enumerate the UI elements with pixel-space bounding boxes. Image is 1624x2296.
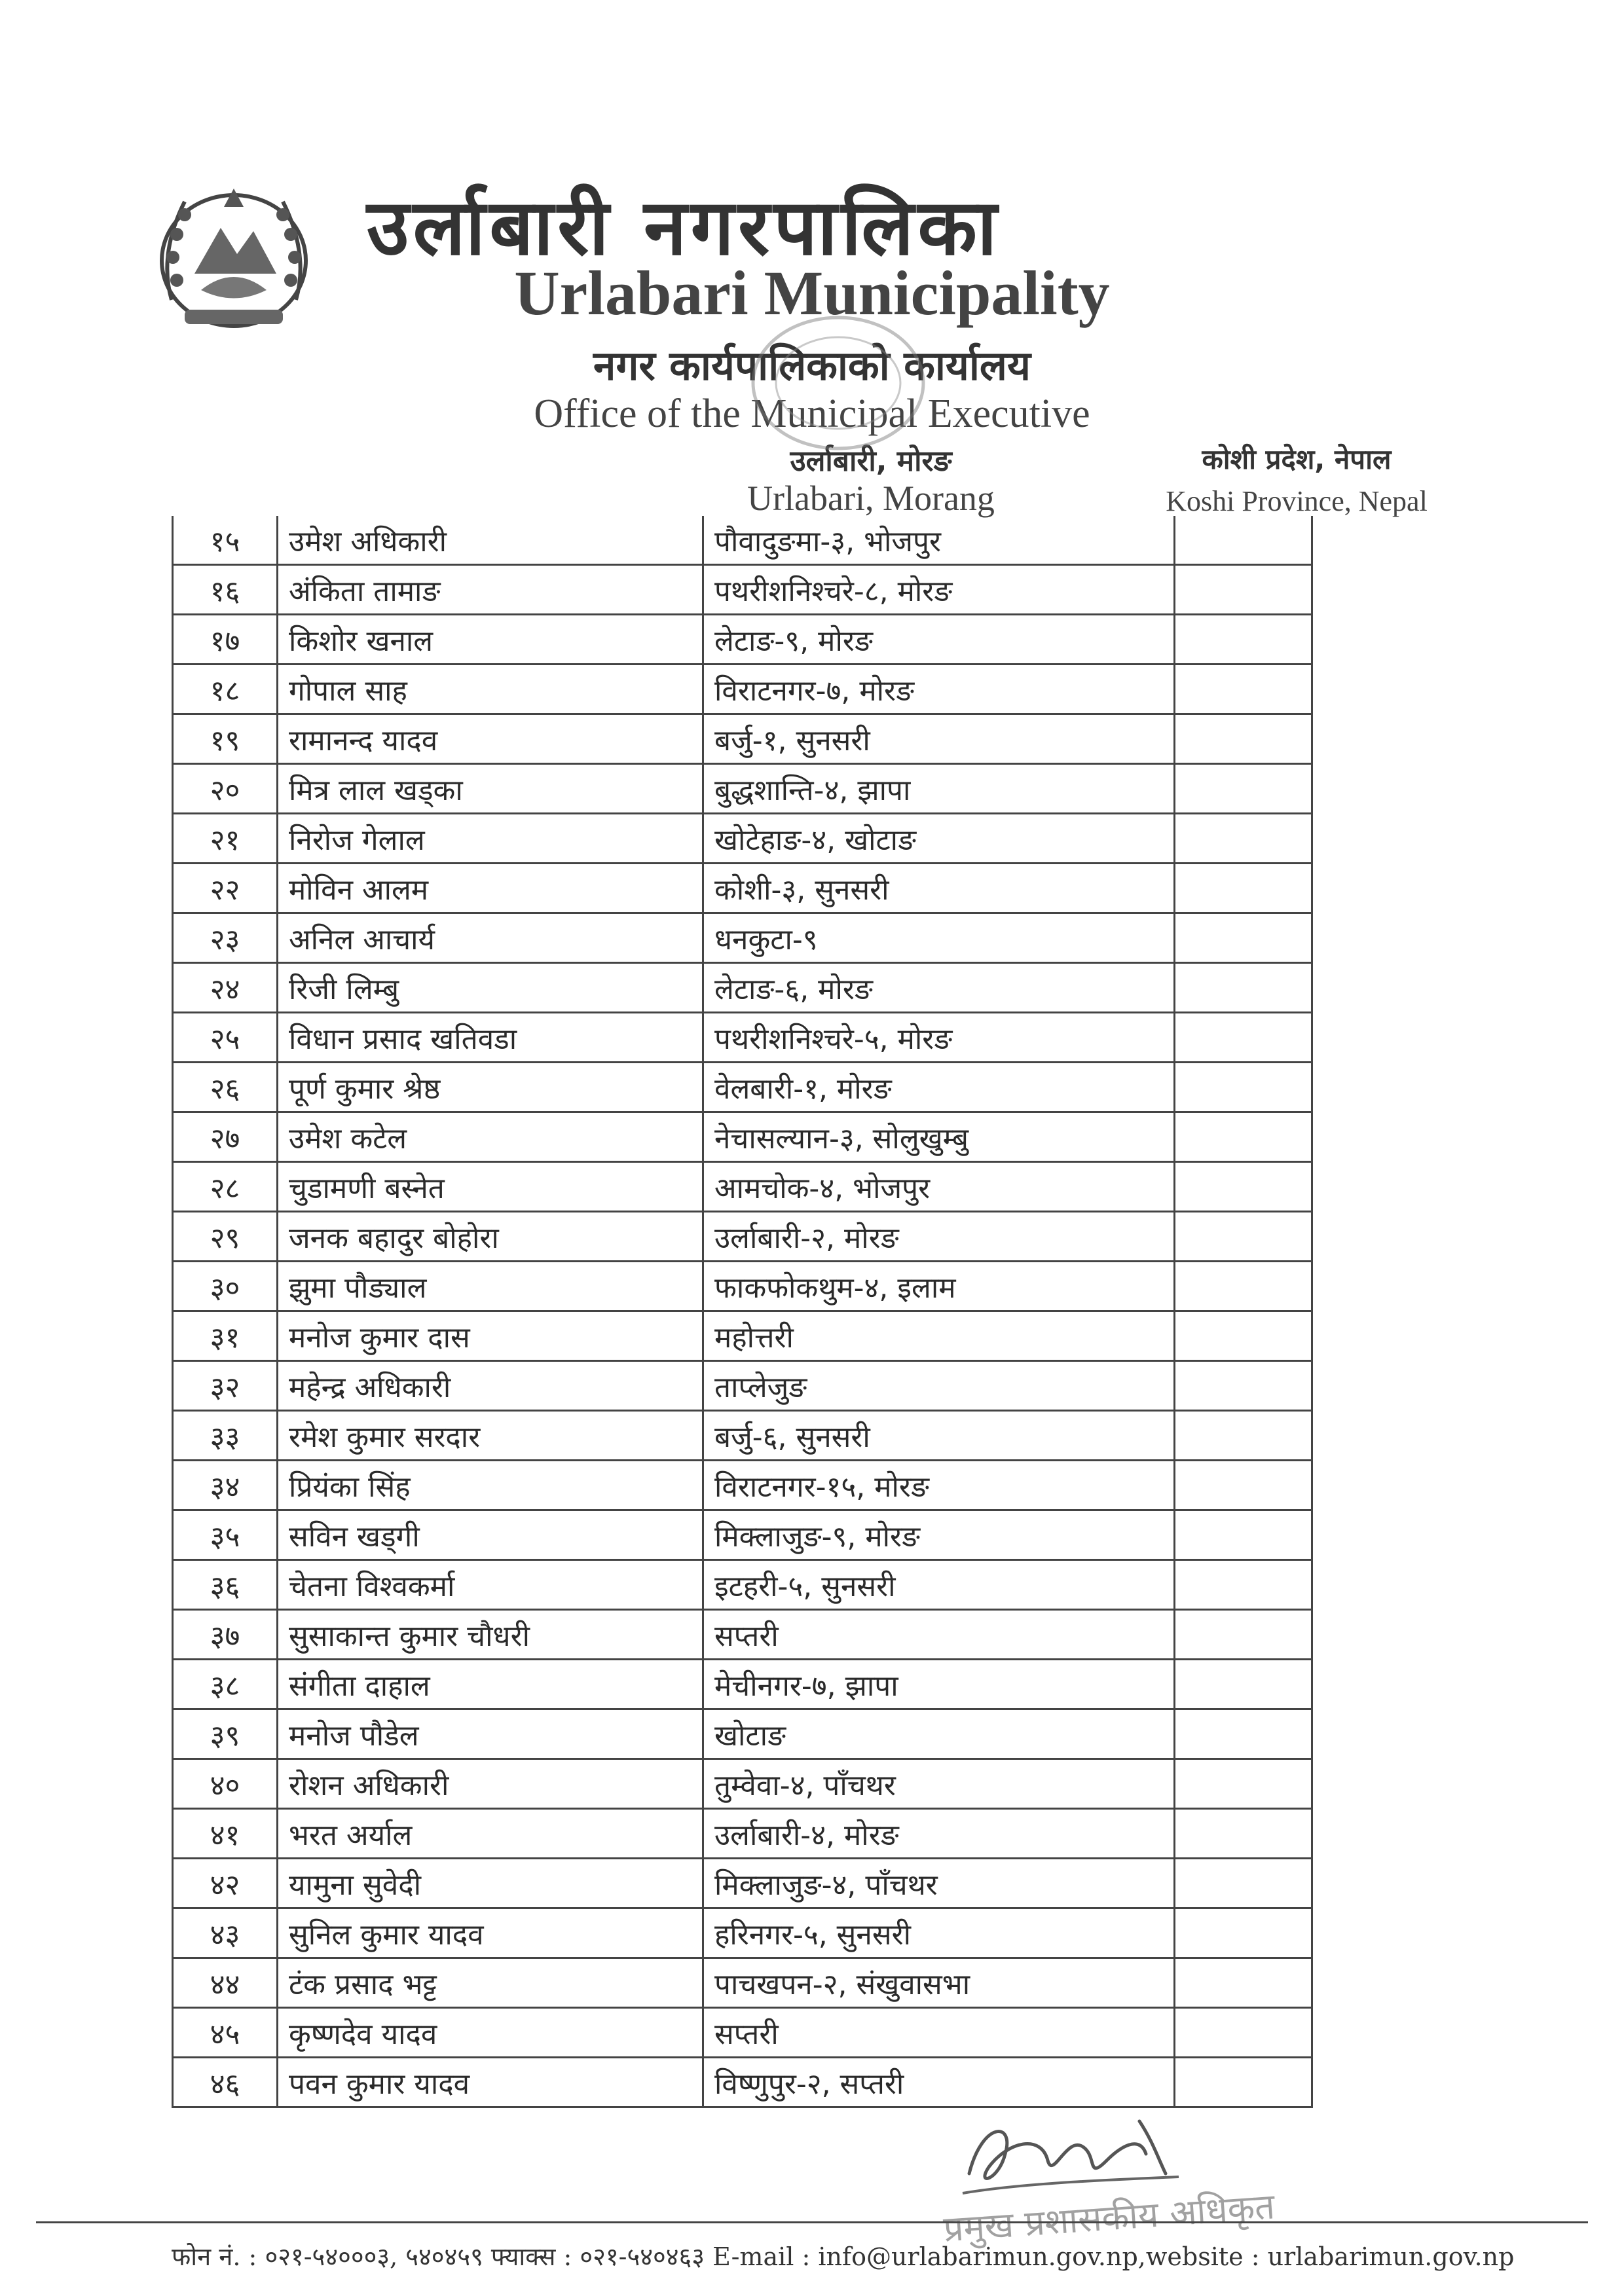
serial-number-cell: ४५ <box>173 2008 278 2058</box>
serial-number-cell: २० <box>173 764 278 814</box>
remark-cell <box>1175 1660 1312 1709</box>
remark-cell <box>1175 1013 1312 1063</box>
serial-number-cell: २७ <box>173 1112 278 1162</box>
name-cell: किशोर खनाल <box>278 615 703 665</box>
serial-number-cell: २८ <box>173 1162 278 1212</box>
province-nepali: कोशी प्रदेश, नेपाल <box>1202 443 1392 475</box>
table-row <box>173 516 1312 565</box>
address-cell: खोटाङ <box>703 1709 1175 1759</box>
address-cell: लेटाङ-९, मोरङ <box>703 615 1175 665</box>
remark-cell <box>1175 1510 1312 1560</box>
remark-cell <box>1175 1212 1312 1262</box>
serial-number-cell: ४४ <box>173 1958 278 2008</box>
address-cell: बुद्धशान्ति-४, झापा <box>703 764 1175 814</box>
address-cell: ताप्लेजुङ <box>703 1361 1175 1411</box>
name-cell: रामानन्द यादव <box>278 714 703 764</box>
address-english: Urlabari, Morang <box>747 479 995 518</box>
name-cell: निरोज गेलाल <box>278 814 703 864</box>
remark-cell <box>1175 1411 1312 1461</box>
name-cell: मित्र लाल खड्का <box>278 764 703 814</box>
office-name-nepali: नगर कार्यपालिकाको कार्यालय <box>593 342 1031 390</box>
table-row <box>173 1958 1312 2008</box>
name-cell: अंकिता तामाङ <box>278 565 703 615</box>
footer-divider <box>36 2221 1588 2223</box>
table-row <box>173 665 1312 714</box>
table-row <box>173 565 1312 615</box>
remark-cell <box>1175 963 1312 1013</box>
address-cell: बर्जु-६, सुनसरी <box>703 1411 1175 1461</box>
remark-cell <box>1175 1262 1312 1311</box>
table-row <box>173 1461 1312 1510</box>
address-cell: विराटनगर-१५, मोरङ <box>703 1461 1175 1510</box>
name-cell: विधान प्रसाद खतिवडा <box>278 1013 703 1063</box>
name-cell: पूर्ण कुमार श्रेष्ठ <box>278 1063 703 1112</box>
name-cell: मनोज पौडेल <box>278 1709 703 1759</box>
remark-cell <box>1175 814 1312 864</box>
table-row <box>173 1859 1312 1908</box>
footer-contact: फोन नं. : ०२१-५४०००३, ५४०४५९ फ्याक्स : ०२१-५४०४६३ E-mail : info@urlabarimun.gov.np,website : urlabarimun.gov.np <box>172 2242 1515 2271</box>
name-cell: सुनिल कुमार यादव <box>278 1908 703 1958</box>
table-row <box>173 2008 1312 2058</box>
name-cell: भरत अर्याल <box>278 1809 703 1859</box>
remark-cell <box>1175 1361 1312 1411</box>
remark-cell <box>1175 1461 1312 1510</box>
name-cell: रोशन अधिकारी <box>278 1759 703 1809</box>
name-cell: उमेश कटेल <box>278 1112 703 1162</box>
name-cell: प्रियंका सिंह <box>278 1461 703 1510</box>
address-cell: महोत्तरी <box>703 1311 1175 1361</box>
name-cell: मनोज कुमार दास <box>278 1311 703 1361</box>
table-row <box>173 1411 1312 1461</box>
table-row <box>173 1212 1312 1262</box>
serial-number-cell: ३६ <box>173 1560 278 1610</box>
serial-number-cell: २२ <box>173 864 278 913</box>
name-cell: चेतना विश्वकर्मा <box>278 1560 703 1610</box>
name-cell: उमेश अधिकारी <box>278 516 703 565</box>
remark-cell <box>1175 764 1312 814</box>
address-cell: मिक्लाजुङ-९, मोरङ <box>703 1510 1175 1560</box>
serial-number-cell: ४२ <box>173 1859 278 1908</box>
names-table-body <box>173 516 1312 2107</box>
remark-cell <box>1175 516 1312 565</box>
name-cell: मोविन आलम <box>278 864 703 913</box>
address-cell: बर्जु-१, सुनसरी <box>703 714 1175 764</box>
serial-number-cell: १८ <box>173 665 278 714</box>
name-cell: यामुना सुवेदी <box>278 1859 703 1908</box>
address-cell: पथरीशनिश्चरे-५, मोरङ <box>703 1013 1175 1063</box>
serial-number-cell: ४० <box>173 1759 278 1809</box>
serial-number-cell: १७ <box>173 615 278 665</box>
remark-cell <box>1175 1809 1312 1859</box>
province-english: Koshi Province, Nepal <box>1166 485 1428 517</box>
table-row <box>173 1112 1312 1162</box>
remark-cell <box>1175 565 1312 615</box>
name-cell: झुमा पौड्याल <box>278 1262 703 1311</box>
serial-number-cell: ३४ <box>173 1461 278 1510</box>
remark-cell <box>1175 2008 1312 2058</box>
serial-number-cell: ३५ <box>173 1510 278 1560</box>
serial-number-cell: २५ <box>173 1013 278 1063</box>
serial-number-cell: १९ <box>173 714 278 764</box>
address-cell: उर्लाबारी-२, मोरङ <box>703 1212 1175 1262</box>
table-row <box>173 1162 1312 1212</box>
address-cell: नेचासल्यान-३, सोलुखुम्बु <box>703 1112 1175 1162</box>
remark-cell <box>1175 1112 1312 1162</box>
serial-number-cell: ३२ <box>173 1361 278 1411</box>
address-cell: लेटाङ-६, मोरङ <box>703 963 1175 1013</box>
remark-cell <box>1175 1759 1312 1809</box>
address-cell: कोशी-३, सुनसरी <box>703 864 1175 913</box>
name-cell: चुडामणी बस्नेत <box>278 1162 703 1212</box>
address-cell: पाचखपन-२, संखुवासभा <box>703 1958 1175 2008</box>
serial-number-cell: २९ <box>173 1212 278 1262</box>
remark-cell <box>1175 1958 1312 2008</box>
address-cell: विष्णुपुर-२, सप्तरी <box>703 2058 1175 2107</box>
serial-number-cell: ३९ <box>173 1709 278 1759</box>
name-cell: सविन खड्गी <box>278 1510 703 1560</box>
serial-number-cell: ३८ <box>173 1660 278 1709</box>
serial-number-cell: ४६ <box>173 2058 278 2107</box>
name-cell: टंक प्रसाद भट्ट <box>278 1958 703 2008</box>
remark-cell <box>1175 2058 1312 2107</box>
remark-cell <box>1175 913 1312 963</box>
address-cell: पौवादुङमा-३, भोजपुर <box>703 516 1175 565</box>
serial-number-cell: ३७ <box>173 1610 278 1660</box>
remark-cell <box>1175 864 1312 913</box>
address-cell: मेचीनगर-७, झापा <box>703 1660 1175 1709</box>
address-cell: वेलबारी-१, मोरङ <box>703 1063 1175 1112</box>
address-cell: धनकुटा-९ <box>703 913 1175 963</box>
name-cell: रिजी लिम्बु <box>278 963 703 1013</box>
officer-seal-text: प्रमुख प्रशासकीय अधिकृत <box>942 2185 1276 2250</box>
address-cell: हरिनगर-५, सुनसरी <box>703 1908 1175 1958</box>
address-cell: सप्तरी <box>703 2008 1175 2058</box>
serial-number-cell: ३१ <box>173 1311 278 1361</box>
table-row <box>173 1908 1312 1958</box>
name-cell: सुसाकान्त कुमार चौधरी <box>278 1610 703 1660</box>
remark-cell <box>1175 1063 1312 1112</box>
table-row <box>173 1361 1312 1411</box>
remark-cell <box>1175 1709 1312 1759</box>
address-cell: मिक्लाजुङ-४, पाँचथर <box>703 1859 1175 1908</box>
address-nepali: उर्लाबारी, मोरङ <box>790 445 952 478</box>
address-cell: फाकफोकथुम-४, इलाम <box>703 1262 1175 1311</box>
address-cell: उर्लाबारी-४, मोरङ <box>703 1809 1175 1859</box>
table-row <box>173 963 1312 1013</box>
table-row <box>173 1063 1312 1112</box>
address-cell: सप्तरी <box>703 1610 1175 1660</box>
remark-cell <box>1175 1311 1312 1361</box>
address-cell: खोटेहाङ-४, खोटाङ <box>703 814 1175 864</box>
name-cell: गोपाल साह <box>278 665 703 714</box>
table-row <box>173 1610 1312 1660</box>
serial-number-cell: ३३ <box>173 1411 278 1461</box>
municipality-name-nepali: उर्लाबारी नगरपालिका <box>367 182 1001 272</box>
names-table <box>172 516 1313 2108</box>
serial-number-cell: २३ <box>173 913 278 963</box>
table-row <box>173 913 1312 963</box>
office-name-english: Office of the Municipal Executive <box>534 392 1090 436</box>
serial-number-cell: ३० <box>173 1262 278 1311</box>
remark-cell <box>1175 1859 1312 1908</box>
name-cell: संगीता दाहाल <box>278 1660 703 1709</box>
serial-number-cell: ४१ <box>173 1809 278 1859</box>
serial-number-cell: २१ <box>173 814 278 864</box>
serial-number-cell: २४ <box>173 963 278 1013</box>
table-row <box>173 714 1312 764</box>
table-row <box>173 814 1312 864</box>
serial-number-cell: १६ <box>173 565 278 615</box>
table-row <box>173 1759 1312 1809</box>
name-cell: कृष्णदेव यादव <box>278 2008 703 2058</box>
name-cell: रमेश कुमार सरदार <box>278 1411 703 1461</box>
name-cell: जनक बहादुर बोहोरा <box>278 1212 703 1262</box>
table-row <box>173 1262 1312 1311</box>
remark-cell <box>1175 714 1312 764</box>
serial-number-cell: ४३ <box>173 1908 278 1958</box>
name-cell: अनिल आचार्य <box>278 913 703 963</box>
remark-cell <box>1175 615 1312 665</box>
office-stamp-icon <box>740 308 936 458</box>
table-row <box>173 1311 1312 1361</box>
remark-cell <box>1175 1560 1312 1610</box>
table-row <box>173 1510 1312 1560</box>
name-cell: पवन कुमार यादव <box>278 2058 703 2107</box>
serial-number-cell: १५ <box>173 516 278 565</box>
remark-cell <box>1175 1908 1312 1958</box>
table-row <box>173 1560 1312 1610</box>
table-row <box>173 615 1312 665</box>
address-cell: इटहरी-५, सुनसरी <box>703 1560 1175 1610</box>
address-cell: विराटनगर-७, मोरङ <box>703 665 1175 714</box>
address-cell: पथरीशनिश्चरे-८, मोरङ <box>703 565 1175 615</box>
table-row <box>173 1709 1312 1759</box>
address-cell: तुम्वेवा-४, पाँचथर <box>703 1759 1175 1809</box>
remark-cell <box>1175 1610 1312 1660</box>
name-cell: महेन्द्र अधिकारी <box>278 1361 703 1411</box>
table-row <box>173 1013 1312 1063</box>
address-cell: आमचोक-४, भोजपुर <box>703 1162 1175 1212</box>
municipality-name-english: Urlabari Municipality <box>514 258 1110 328</box>
remark-cell <box>1175 665 1312 714</box>
remark-cell <box>1175 1162 1312 1212</box>
table-row <box>173 1809 1312 1859</box>
table-row <box>173 1660 1312 1709</box>
serial-number-cell: २६ <box>173 1063 278 1112</box>
table-row <box>173 864 1312 913</box>
table-row <box>173 764 1312 814</box>
